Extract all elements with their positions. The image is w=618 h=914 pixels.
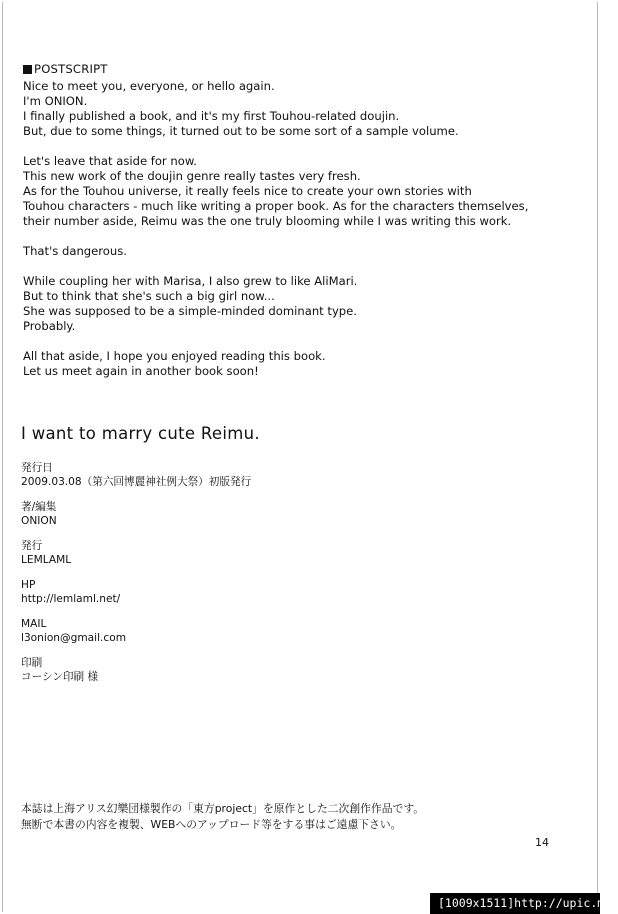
colophon-label: HP: [21, 579, 36, 591]
colophon-label: 印刷: [21, 657, 43, 669]
text-line: Nice to meet you, everyone, or hello again.: [23, 79, 275, 93]
text-line: But, due to some things, it turned out to be some sort of a sample volume.: [23, 124, 459, 138]
colophon-label: 発行日: [21, 462, 53, 474]
text-line: Probably.: [23, 319, 76, 333]
colophon-value: l3onion@gmail.com: [21, 632, 127, 644]
postscript-paragraph: [23, 154, 583, 229]
text-line: That's dangerous.: [23, 244, 127, 258]
text-line: I finally published a book, and it's my first Touhou-related doujin.: [23, 109, 400, 123]
colophon: [21, 461, 251, 695]
text-line: Touhou characters - much like writing a proper book. As for the characters themselves,: [23, 199, 529, 213]
colophon-label: 著/編集: [21, 501, 57, 513]
colophon-value: http://lemlaml.net/: [21, 593, 121, 605]
book-title: I want to marry cute Reimu.: [21, 424, 260, 443]
colophon-value: コーシン印刷 様: [21, 671, 99, 683]
text-line: This new work of the doujin genre really tastes very fresh.: [23, 169, 361, 183]
postscript-heading: [23, 62, 583, 77]
text-line: As for the Touhou universe, it really feels nice to create your own stories with: [23, 184, 472, 198]
legal-note-line: 本誌は上海アリス幻樂団様製作の「東方project」を原作とした二次創作作品です。: [21, 802, 425, 815]
text-line: I'm ONION.: [23, 94, 88, 108]
text-line: All that aside, I hope you enjoyed reading this book.: [23, 349, 326, 363]
watermark-stamp: [1009x1511]http://upic.me/: [430, 893, 600, 914]
postscript-paragraph: [23, 274, 583, 334]
postscript-paragraph: [23, 349, 583, 379]
colophon-value: ONION: [21, 515, 57, 527]
text-line: She was supposed to be a simple-minded dominant type.: [23, 304, 357, 318]
black-square-icon: [23, 65, 32, 74]
text-line: Let us meet again in another book soon!: [23, 364, 259, 378]
colophon-entry-publisher: [21, 539, 251, 567]
postscript-heading-text: POSTSCRIPT: [34, 62, 108, 76]
postscript-paragraph: [23, 244, 583, 259]
text-line: their number aside, Reimu was the one truly blooming while I was writing this work.: [23, 214, 512, 228]
colophon-label: 発行: [21, 540, 43, 552]
colophon-entry-printer: [21, 656, 251, 684]
colophon-label: MAIL: [21, 618, 47, 630]
legal-notes: [21, 801, 424, 833]
page-number: 14: [535, 836, 549, 849]
colophon-value: 2009.03.08（第六回博麗神社例大祭）初版発行: [21, 476, 252, 488]
colophon-entry-homepage: [21, 578, 251, 606]
text-line: While coupling her with Marisa, I also grew to like AliMari.: [23, 274, 358, 288]
text-line: Let's leave that aside for now.: [23, 154, 197, 168]
legal-note-line: 無断で本書の内容を複製、WEBへのアップロード等をする事はご遠慮下さい。: [21, 818, 402, 831]
colophon-entry-author: [21, 500, 251, 528]
text-line: But to think that she's such a big girl now...: [23, 289, 275, 303]
colophon-value: LEMLAML: [21, 554, 72, 566]
postscript-section: [23, 62, 583, 394]
colophon-entry-date: [21, 461, 251, 489]
postscript-paragraph: [23, 79, 583, 139]
colophon-entry-mail: [21, 617, 251, 645]
